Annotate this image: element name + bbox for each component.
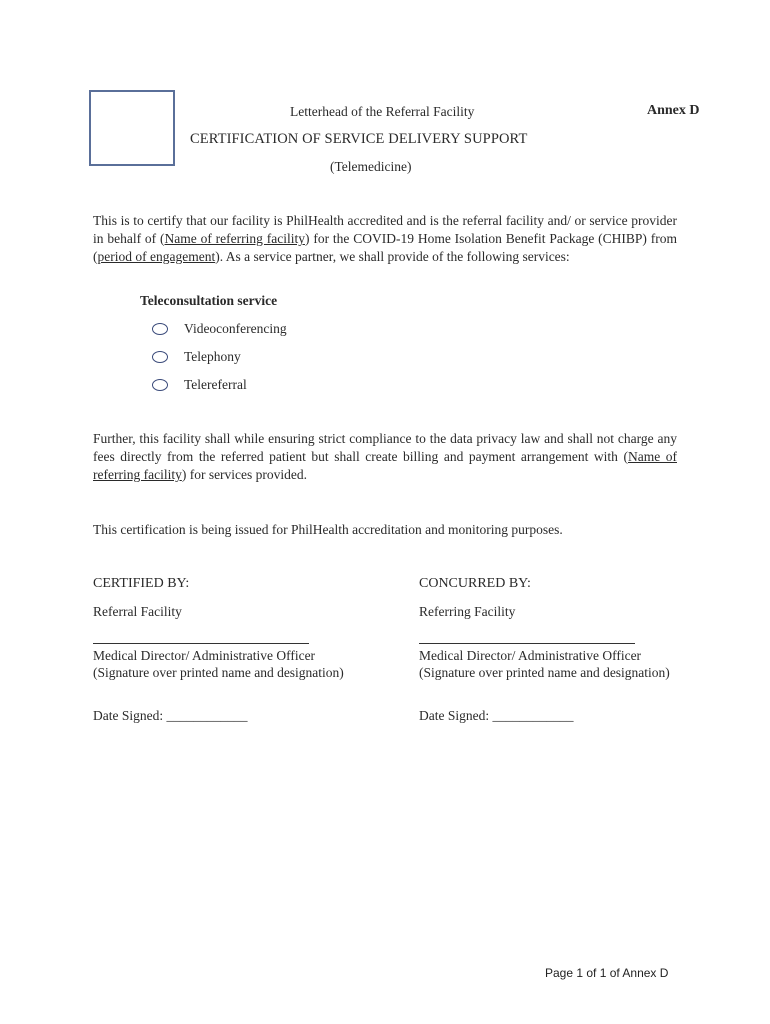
page-title: CERTIFICATION OF SERVICE DELIVERY SUPPORT — [190, 131, 528, 147]
service-heading: Teleconsultation service — [140, 293, 278, 308]
certified-by-heading: CERTIFIED BY: — [93, 576, 190, 591]
page-footer: Page 1 of 1 of Annex D — [545, 966, 669, 980]
concurred-officer-label: Medical Director/ Administrative Officer — [419, 648, 642, 663]
certified-officer-label: Medical Director/ Administrative Officer — [93, 648, 316, 663]
letterhead-label: Letterhead of the Referral Facility — [290, 104, 475, 119]
concurred-signature-desc: (Signature over printed name and designation) — [419, 665, 670, 680]
certified-facility-label: Referral Facility — [93, 604, 182, 619]
option-label: Telephony — [184, 349, 241, 364]
radio-icon[interactable] — [152, 323, 168, 335]
page-subtitle: (Telemedicine) — [330, 159, 412, 174]
p2-text-a: Further, this facility shall while ensuring strict compliance to the data privacy law and shall not charge any fees directly from the referred patient but shall create billing and payment arrangement with ( — [93, 431, 677, 464]
concurred-signature-line[interactable] — [419, 627, 635, 644]
radio-icon[interactable] — [152, 351, 168, 363]
referring-facility-field: Name of referring facility — [164, 231, 305, 246]
p1-text-b: ) for the COVID-19 Home Isolation Benefit Package (CHIBP) from ( — [93, 231, 677, 264]
certified-signature-desc: (Signature over printed name and designation) — [93, 665, 344, 680]
p1-text-a: This is to certify that our facility is PhilHealth accredited and is the referral facility and/ or service provider in behalf of ( — [93, 213, 677, 246]
option-videoconferencing[interactable] — [152, 321, 287, 337]
certified-signature-line[interactable] — [93, 627, 309, 644]
option-telereferral[interactable] — [152, 377, 247, 393]
p2-text-b: ) for services provided. — [181, 467, 308, 482]
concurred-date-signed[interactable]: Date Signed: ____________ — [419, 708, 574, 723]
option-label: Telereferral — [184, 377, 247, 392]
annex-label: Annex D — [647, 103, 700, 118]
certified-date-signed[interactable]: Date Signed: ____________ — [93, 708, 248, 723]
referring-facility-field-2: Name of referring facility — [93, 449, 677, 482]
option-telephony[interactable] — [152, 349, 241, 365]
option-label: Videoconferencing — [184, 321, 287, 336]
radio-icon[interactable] — [152, 379, 168, 391]
compliance-paragraph — [93, 430, 677, 484]
letterhead-logo-placeholder — [89, 90, 175, 166]
certification-paragraph — [93, 212, 677, 266]
engagement-period-field: period of engagement — [97, 249, 216, 264]
p1-text-c: ). As a service partner, we shall provide of the following services: — [215, 249, 570, 264]
concurred-facility-label: Referring Facility — [419, 604, 516, 619]
concurred-by-heading: CONCURRED BY: — [419, 576, 531, 591]
purpose-paragraph: This certification is being issued for PhilHealth accreditation and monitoring purposes. — [93, 522, 563, 537]
